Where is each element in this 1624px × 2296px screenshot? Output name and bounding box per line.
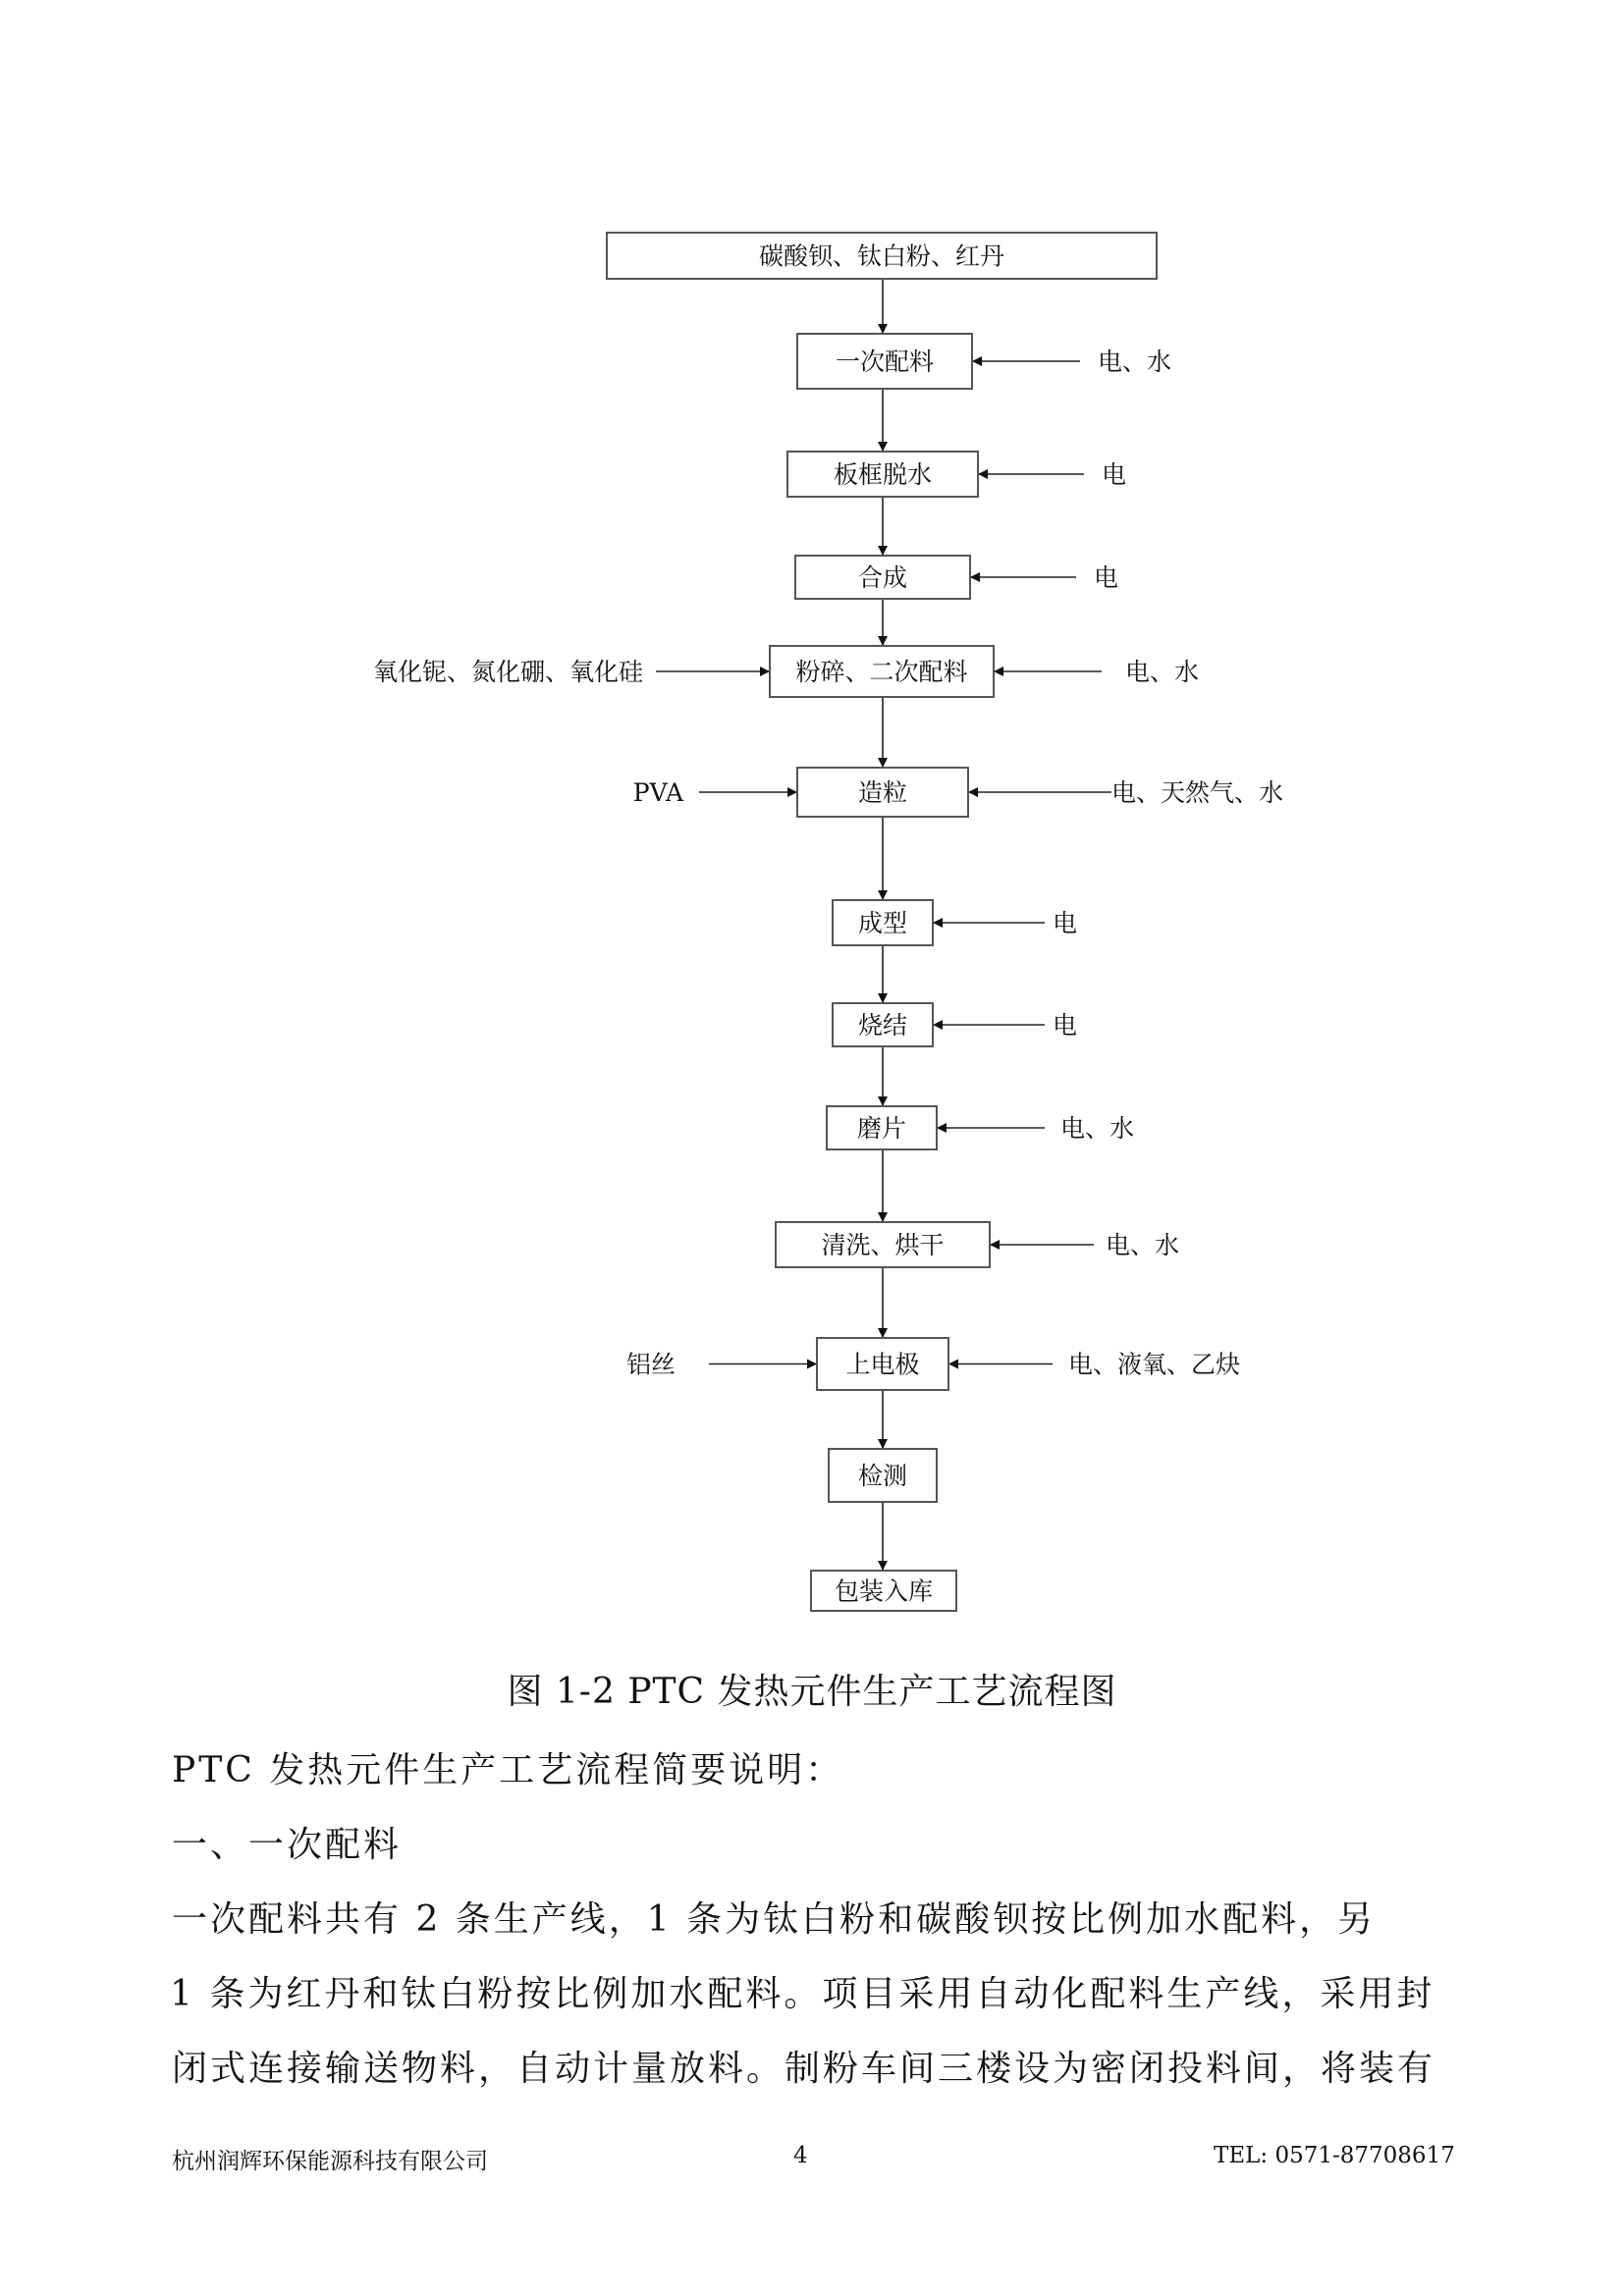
input-label-right: 电 (1053, 909, 1078, 937)
paragraph-line: 一次配料共有 2 条生产线，1 条为钛白粉和碳酸钡按比例加水配料，另 (172, 1899, 1377, 1940)
flow-step-label: 合成 (857, 563, 908, 592)
flow-step-label: 成型 (857, 909, 908, 937)
flow-step-label: 板框脱水 (833, 460, 933, 489)
flow-step (797, 768, 968, 817)
input-label-right: 电、液氧、乙炔 (1068, 1350, 1241, 1379)
section-heading: 一、一次配料 (172, 1825, 403, 1865)
flow-step-label: 碳酸钡、钛白粉、红丹 (758, 241, 1005, 271)
input-label-right: 电、水 (1106, 1231, 1180, 1259)
flow-step-label: 检测 (857, 1462, 908, 1490)
flow-step-label: 一次配料 (835, 347, 935, 376)
flow-step (795, 556, 970, 599)
flow-step-label: 清洗、烘干 (821, 1231, 945, 1259)
flow-step-label: 粉碎、二次配料 (795, 658, 968, 686)
input-label-right: 电、天然气、水 (1111, 778, 1284, 807)
input-label-right: 电、水 (1125, 658, 1200, 686)
input-label-right: 电、水 (1060, 1114, 1135, 1143)
flow-step (770, 646, 994, 697)
input-label-right: 电 (1053, 1011, 1078, 1040)
flow-step-label: 包装入库 (834, 1576, 934, 1606)
flow-step (829, 1449, 937, 1502)
footer-tel: TEL: 0571-87708617 (1214, 2143, 1455, 2168)
footer-page-number: 4 (793, 2143, 808, 2168)
input-label-left: 氧化铌、氮化硼、氧化硅 (372, 658, 643, 686)
paragraph-line: 闭式连接输送物料，自动计量放料。制粉车间三楼设为密闭投料间，将装有 (172, 2049, 1436, 2089)
flow-step (817, 1338, 948, 1390)
input-label-right: 电 (1102, 460, 1127, 489)
flow-step-label: 造粒 (857, 778, 908, 807)
flow-step (833, 1003, 933, 1046)
paragraph-line: 1 条为红丹和钛白粉按比例加水配料。项目采用自动化配料生产线，采用封 (170, 1974, 1435, 2014)
input-label-right: 电 (1094, 563, 1119, 592)
flow-step (811, 1571, 956, 1611)
footer-company: 杭州润辉环保能源科技有限公司 (172, 2149, 488, 2174)
flow-step (776, 1222, 990, 1267)
explanation-heading: PTC 发热元件生产工艺流程简要说明： (172, 1750, 844, 1790)
input-label-left: 铝丝 (625, 1350, 676, 1379)
flow-step (787, 452, 978, 497)
flow-step (827, 1106, 937, 1149)
input-label-left: PVA (632, 778, 683, 807)
flow-step (607, 233, 1157, 279)
flow-step (797, 334, 972, 389)
flow-step-label: 上电极 (845, 1350, 920, 1379)
flow-step-label: 磨片 (856, 1114, 907, 1143)
flow-step-label: 烧结 (857, 1011, 908, 1040)
flow-step (833, 900, 933, 945)
input-label-right: 电、水 (1098, 347, 1172, 376)
figure-caption: 图 1-2 PTC 发热元件生产工艺流程图 (507, 1672, 1117, 1712)
